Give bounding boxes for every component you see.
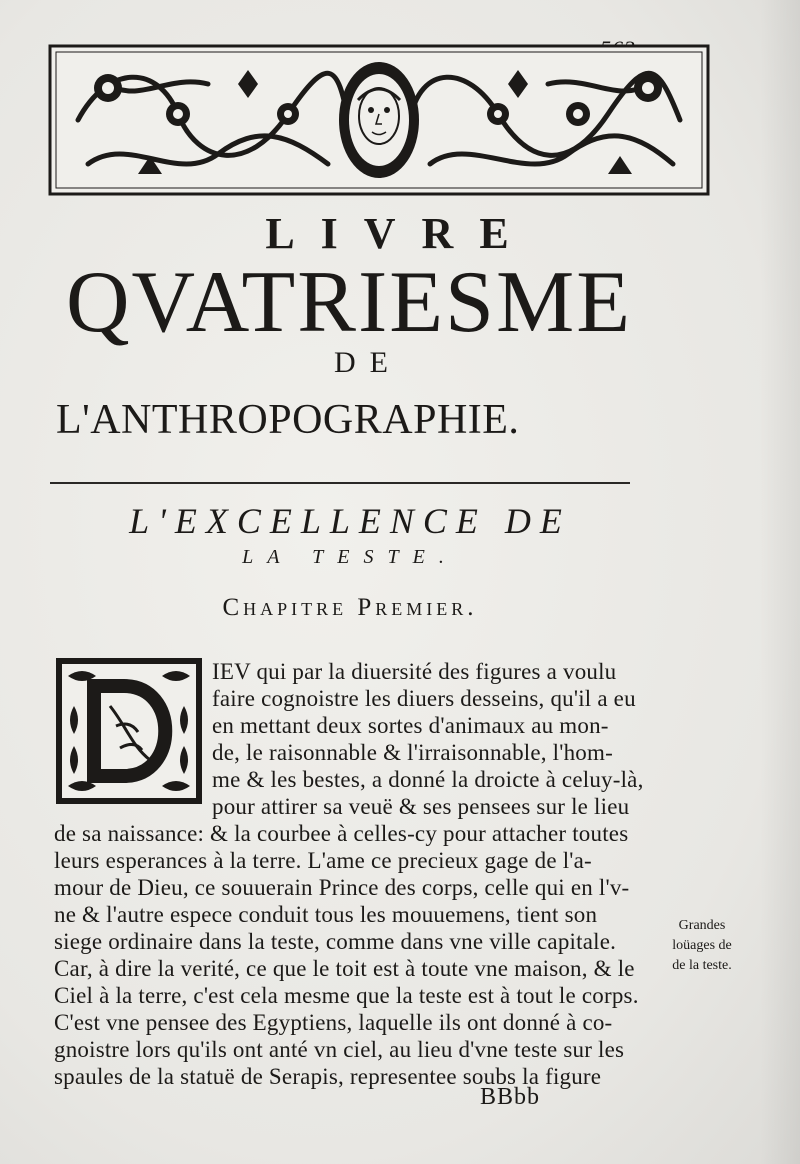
signature-mark: BBbb <box>480 1084 541 1110</box>
title-quatriesme: QVATRIESME <box>65 254 632 351</box>
title-rule <box>50 482 630 484</box>
body-line: gnoistre lors qu'ils ont anté vn ciel, au lieu d'vne teste sur les <box>54 1037 625 1062</box>
body-line: en mettant deux sortes d'animaux au mon- <box>212 713 609 738</box>
body-line: faire cognoistre les diuers desseins, qu'il a eu <box>212 686 636 711</box>
body-line: C'est vne pensee des Egyptiens, laquelle ils ont donné à co- <box>54 1010 613 1035</box>
body-line: siege ordinaire dans la teste, comme dans vne ville capitale. <box>54 929 617 954</box>
body-line: leurs esperances à la terre. L'ame ce precieux gage de l'a- <box>54 848 592 873</box>
body-line: IEV qui par la diuersité des figures a voulu <box>212 659 617 684</box>
body-line: me & les bestes, a donné la droicte à celuy-là, <box>212 767 644 792</box>
margin-note-line: loüages de <box>672 938 732 953</box>
margin-note-line: Grandes <box>678 918 726 933</box>
margin-note-line: de la teste. <box>672 958 732 973</box>
title-de: DE <box>334 346 402 379</box>
body-line: spaules de la statuë de Serapis, representee soubs la figure <box>54 1064 602 1089</box>
title-livre: LIVRE <box>265 209 535 258</box>
page-edge-shadow <box>760 0 800 1164</box>
body-line: Ciel à la terre, c'est cela mesme que la teste est à tout le corps. <box>54 983 639 1008</box>
body-line: de, le raisonnable & l'irraisonnable, l'hom- <box>212 740 613 765</box>
body-line: de sa naissance: & la courbee à celles-cy pour attacher toutes <box>54 821 629 846</box>
chapter-heading: Chapitre Premier. <box>222 594 478 621</box>
body-line: mour de Dieu, ce souuerain Prince des corps, celle qui en l'v- <box>54 875 630 900</box>
body-line: Car, à dire la verité, ce que le toit est à toute vne maison, & le <box>54 956 635 981</box>
title-anthropographie: L'ANTHROPOGRAPHIE. <box>56 397 520 443</box>
margin-note <box>652 916 752 976</box>
decorated-initial-d-icon <box>54 656 204 806</box>
section-subtitle: LA TESTE. <box>242 546 458 568</box>
body-line: ne & l'autre espece conduit tous les mouuemens, tient son <box>54 902 598 927</box>
floral-headpiece-ornament-icon <box>48 44 710 196</box>
body-line: pour attirer sa veuë & ses pensees sur le lieu <box>212 794 630 819</box>
section-title: L'EXCELLENCE DE <box>129 501 571 541</box>
